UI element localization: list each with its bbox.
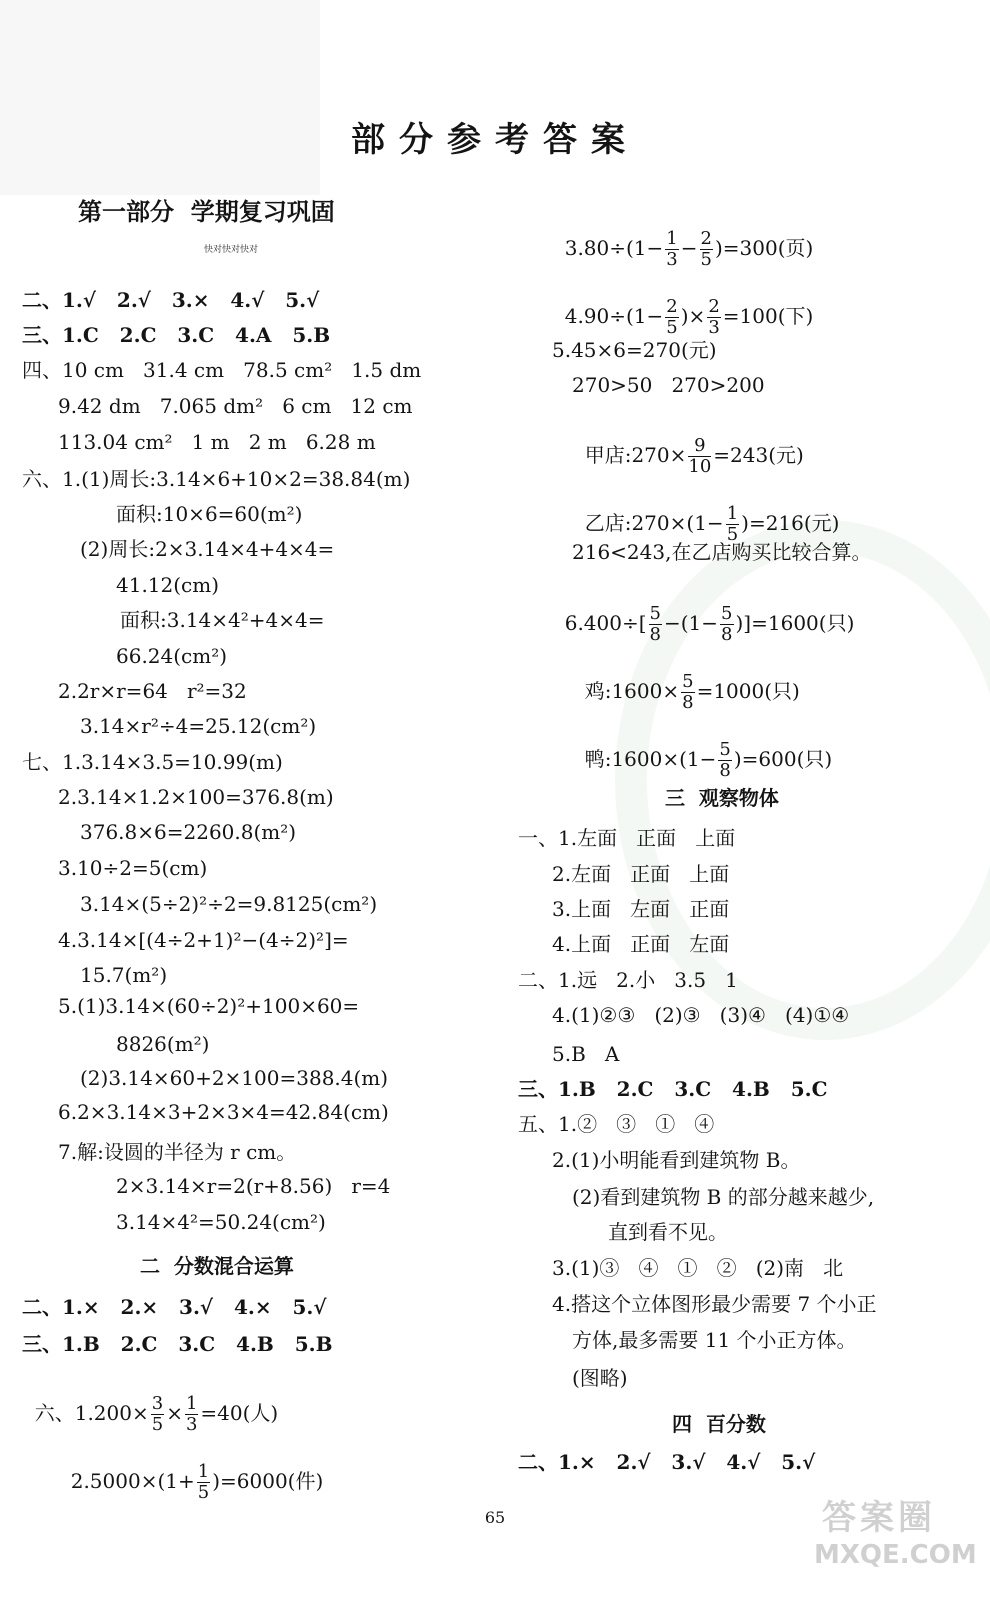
- answer-line: 66.24(cm²): [116, 644, 228, 668]
- page-number: 65: [484, 1508, 506, 1527]
- answer-line: 七、1.3.14×3.5=10.99(m): [22, 750, 283, 774]
- formula-line: 2.5000×(1+ $\frac{1}{5}$ )=6000(件): [70, 1461, 324, 1503]
- section-title: 四 百分数: [672, 1412, 766, 1436]
- answer-line: 2.左面 正面 上面: [552, 862, 730, 886]
- stamp: 快对快对快对: [204, 245, 259, 255]
- answer-line: 六、1.(1)周长:3.14×6+10×2=38.84(m): [22, 467, 411, 491]
- answer-line: (2)3.14×60+2×100=388.4(m): [80, 1066, 389, 1090]
- answer-line: 4.搭这个立体图形最少需要 7 个小正: [552, 1292, 877, 1316]
- answer-line: 三、1.C 2.C 3.C 4.A 5.B: [22, 323, 331, 347]
- answer-line: 面积:3.14×4²+4×4=: [120, 608, 325, 632]
- answer-line: 4.上面 正面 左面: [552, 932, 730, 956]
- answer-line: 直到看不见。: [608, 1220, 728, 1244]
- answer-line: 二、1.× 2.× 3.√ 4.× 5.√: [22, 1295, 327, 1319]
- fraction: $\frac{2}{5}$: [666, 296, 678, 338]
- section-title: 二 分数混合运算: [140, 1254, 294, 1278]
- fraction: $\frac{2}{3}$: [708, 296, 720, 338]
- answer-line: 2.3.14×1.2×100=376.8(m): [58, 785, 334, 809]
- formula-line: 甲店:270× $\frac{9}{10}$ =243(元): [584, 435, 804, 477]
- fraction: $\frac{1}{5}$: [726, 503, 739, 545]
- answer-line: (2)看到建筑物 B 的部分越来越少,: [572, 1185, 875, 1209]
- answer-line: 9.42 dm 7.065 dm² 6 cm 12 cm: [58, 394, 413, 418]
- answer-line: 2×3.14×r=2(r+8.56) r=4: [116, 1174, 391, 1198]
- answer-line: 4.(1)②③ (2)③ (3)④ (4)①④: [552, 1003, 850, 1027]
- answer-line: 5.(1)3.14×(60÷2)²+100×60=: [58, 994, 360, 1018]
- answer-line: 113.04 cm² 1 m 2 m 6.28 m: [58, 430, 376, 454]
- formula-line: 鸭:1600×(1− $\frac{5}{8}$ )=600(只): [584, 739, 833, 781]
- page-title: 部分参考答案: [351, 120, 639, 160]
- fraction: $\frac{3}{5}$: [151, 1393, 164, 1435]
- answer-line: 4.3.14×[(4÷2+1)²−(4÷2)²]=: [58, 928, 349, 952]
- formula-line: 六、1.200× $\frac{3}{5}$ × $\frac{1}{3}$ =40(人): [34, 1393, 279, 1435]
- answer-line: 二、1.远 2.小 3.5 1: [518, 968, 738, 992]
- answer-line: 5.B A: [552, 1042, 620, 1066]
- answer-line: 376.8×6=2260.8(m²): [80, 820, 297, 844]
- scan-smudge: [0, 0, 320, 195]
- answer-line: (图略): [572, 1366, 628, 1390]
- fraction: $\frac{5}{8}$: [649, 603, 661, 645]
- answer-line: 四、10 cm 31.4 cm 78.5 cm² 1.5 dm: [22, 358, 422, 382]
- answer-line: 3.(1)③ ④ ① ② (2)南 北: [552, 1256, 844, 1280]
- section-title: 三 观察物体: [665, 786, 779, 810]
- fraction: $\frac{2}{5}$: [700, 228, 712, 270]
- answer-line: 8826(m²): [116, 1032, 210, 1056]
- answer-line: 3.14×r²÷4=25.12(cm²): [80, 714, 317, 738]
- fraction: $\frac{1}{3}$: [185, 1393, 198, 1435]
- answer-line: 面积:10×6=60(m²): [116, 502, 303, 526]
- answer-line: 一、1.左面 正面 上面: [518, 826, 736, 850]
- answer-line: 二、1.× 2.√ 3.√ 4.√ 5.√: [518, 1450, 816, 1474]
- fraction: $\frac{9}{10}$: [688, 435, 712, 477]
- watermark-url: MXQE.COM: [814, 1540, 977, 1570]
- answer-line: 三、1.B 2.C 3.C 4.B 5.C: [518, 1077, 828, 1101]
- watermark-logo: 答案圈: [822, 1498, 936, 1538]
- answer-line: 方体,最多需要 11 个小正方体。: [572, 1328, 857, 1352]
- fraction: $\frac{1}{3}$: [666, 228, 678, 270]
- formula-line: 4.90÷(1− $\frac{2}{5}$ )× $\frac{2}{3}$ =100(下): [564, 296, 814, 338]
- answer-line: 3.10÷2=5(cm): [58, 856, 208, 880]
- answer-line: 2.2r×r=64 r²=32: [58, 679, 247, 703]
- answer-line: 5.45×6=270(元): [552, 338, 717, 362]
- answer-line: 2.(1)小明能看到建筑物 B。: [552, 1148, 801, 1172]
- formula-line: 3.80÷(1− $\frac{1}{3}$ − $\frac{2}{5}$ )=300(页): [564, 228, 814, 270]
- answer-line: 三、1.B 2.C 3.C 4.B 5.B: [22, 1332, 333, 1356]
- answer-line: 五、1.② ③ ① ④: [518, 1112, 715, 1136]
- answer-line: 6.2×3.14×3+2×3×4=42.84(cm): [58, 1100, 389, 1124]
- formula-line: 6.400÷[ $\frac{5}{8}$ −(1− $\frac{5}{8}$ )]=1600(只): [564, 603, 855, 645]
- answer-line: (2)周长:2×3.14×4+4×4=: [80, 537, 335, 561]
- answer-line: 15.7(m²): [80, 963, 168, 987]
- answer-line: 216<243,在乙店购买比较合算。: [572, 540, 872, 564]
- answer-line: 二、1.√ 2.√ 3.× 4.√ 5.√: [22, 288, 320, 312]
- fraction: $\frac{1}{5}$: [197, 1461, 210, 1503]
- answer-line: 3.14×(5÷2)²÷2=9.8125(cm²): [80, 892, 378, 916]
- fraction: $\frac{5}{8}$: [682, 671, 694, 713]
- answer-line: 3.14×4²=50.24(cm²): [116, 1210, 326, 1234]
- formula-line: 乙店:270×(1− $\frac{1}{5}$ )=216(元): [584, 503, 840, 545]
- fraction: $\frac{5}{8}$: [719, 739, 731, 781]
- formula-line: 鸡:1600× $\frac{5}{8}$ =1000(只): [584, 671, 800, 713]
- answer-line: 3.上面 左面 正面: [552, 897, 730, 921]
- part-heading: 第一部分 学期复习巩固: [78, 198, 335, 226]
- answer-line: 7.解:设圆的半径为 r cm。: [58, 1140, 297, 1164]
- fraction: $\frac{5}{8}$: [721, 603, 733, 645]
- answer-line: 41.12(cm): [116, 573, 220, 597]
- answer-line: 270>50 270>200: [572, 373, 765, 397]
